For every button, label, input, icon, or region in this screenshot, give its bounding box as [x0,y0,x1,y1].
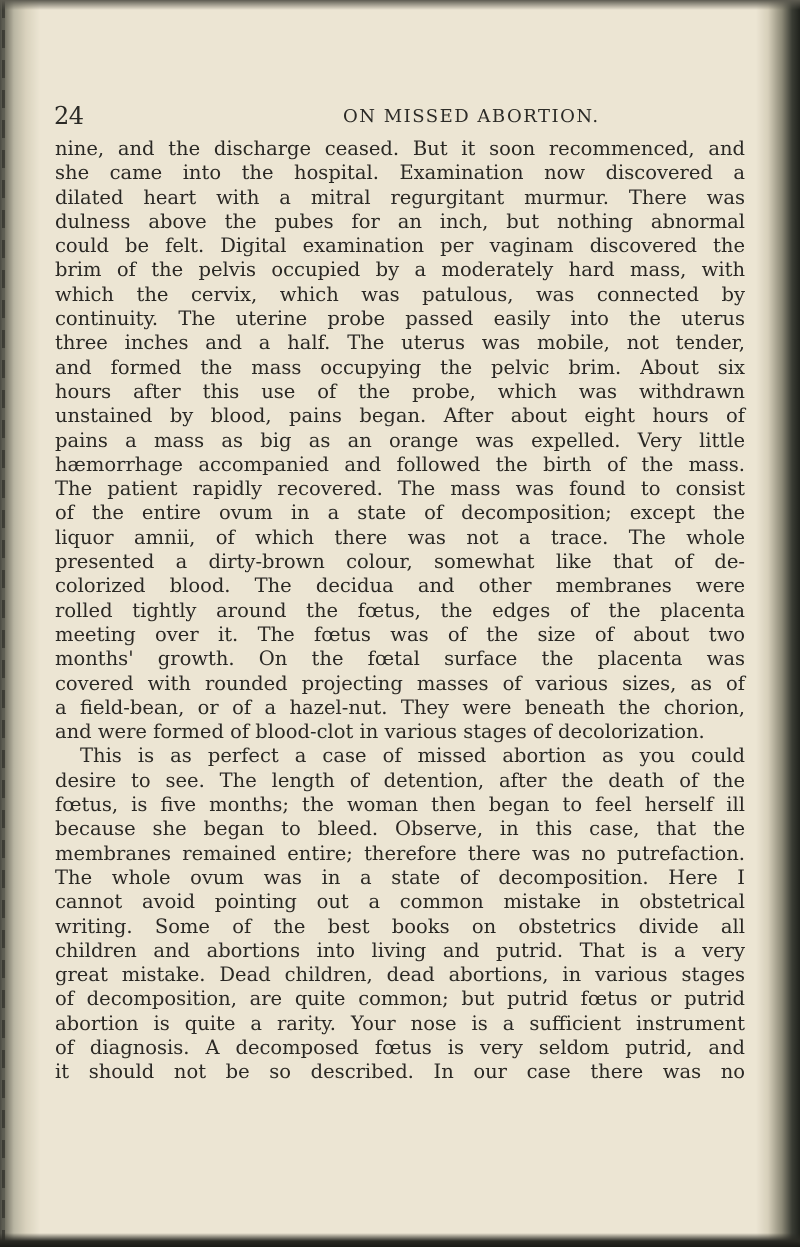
text-line: meeting over it. The fœtus was of the size of about two [55,622,745,646]
text-line: and were formed of blood-clot in various stages of decolorization. [55,720,705,744]
text-line: brim of the pelvis occupied by a moderately hard mass, with [55,258,745,282]
text-line: children and abortions into living and putrid. That is a very [55,938,745,962]
text-line: and formed the mass occupying the pelvic brim. About six [55,355,745,379]
running-title: ON MISSED ABORTION. [343,106,600,127]
text-line: desire to see. The length of detention, after the death of the [55,768,745,792]
text-line: of decomposition, are quite common; but putrid fœtus or putrid [55,987,745,1011]
text-line: writing. Some of the best books on obstetrics divide all [55,914,745,938]
text-line: fœtus, is five months; the woman then began to feel herself ill [55,793,745,817]
binding-gutter [0,0,40,1247]
page-edge-shadow [756,0,800,1247]
text-line: of the entire ovum in a state of decomposition; except the [55,501,745,525]
body-text [55,137,745,1085]
binding-edge [2,0,5,1247]
bottom-edge-shadow [0,1233,800,1247]
text-line: hours after this use of the probe, which was withdrawn [55,379,745,403]
text-line: could be felt. Digital examination per vaginam discovered the [55,234,745,258]
text-line: cannot avoid pointing out a common mistake in obstetrical [55,890,745,914]
page-number: 24 [54,102,84,130]
text-line: The whole ovum was in a state of decomposition. Here I [55,865,745,889]
text-line: months' growth. On the fœtal surface the placenta was [55,647,745,671]
text-line: great mistake. Dead children, dead abortions, in various stages [55,963,745,987]
text-line: hæmorrhage accompanied and followed the birth of the mass. [55,452,745,476]
text-line: three inches and a half. The uterus was mobile, not tender, [55,331,745,355]
paragraph-first-line: This is as perfect a case of missed abortion as you could [80,744,745,768]
running-head [54,92,754,128]
text-line: of diagnosis. A decomposed fœtus is very seldom putrid, and [55,1035,745,1059]
top-edge-shadow [0,0,800,10]
text-line: a field-bean, or of a hazel-nut. They were beneath the chorion, [55,695,745,719]
text-line: presented a dirty-brown colour, somewhat like that of de- [55,550,745,574]
text-line: membranes remained entire; therefore there was no putrefaction. [55,841,745,865]
text-line: dulness above the pubes for an inch, but nothing abnormal [55,209,745,233]
text-line: continuity. The uterine probe passed easily into the uterus [55,307,745,331]
text-line: she came into the hospital. Examination now discovered a [55,161,745,185]
text-line: colorized blood. The decidua and other membranes were [55,574,745,598]
text-line: pains a mass as big as an orange was expelled. Very little [55,428,745,452]
text-line: which the cervix, which was patulous, was connected by [55,282,745,306]
text-line: abortion is quite a rarity. Your nose is a sufficient instrument [55,1011,745,1035]
text-line: dilated heart with a mitral regurgitant murmur. There was [55,185,745,209]
text-line: The patient rapidly recovered. The mass was found to consist [55,477,745,501]
text-line: nine, and the discharge ceased. But it soon recommenced, and [55,137,745,160]
text-line: unstained by blood, pains began. After about eight hours of [55,404,745,428]
text-line: liquor amnii, of which there was not a trace. The whole [55,525,745,549]
text-line: rolled tightly around the fœtus, the edges of the placenta [55,598,745,622]
text-line: covered with rounded projecting masses of various sizes, as of [55,671,745,695]
text-line: because she began to bleed. Observe, in this case, that the [55,817,745,841]
text-line: it should not be so described. In our case there was no [55,1060,745,1084]
